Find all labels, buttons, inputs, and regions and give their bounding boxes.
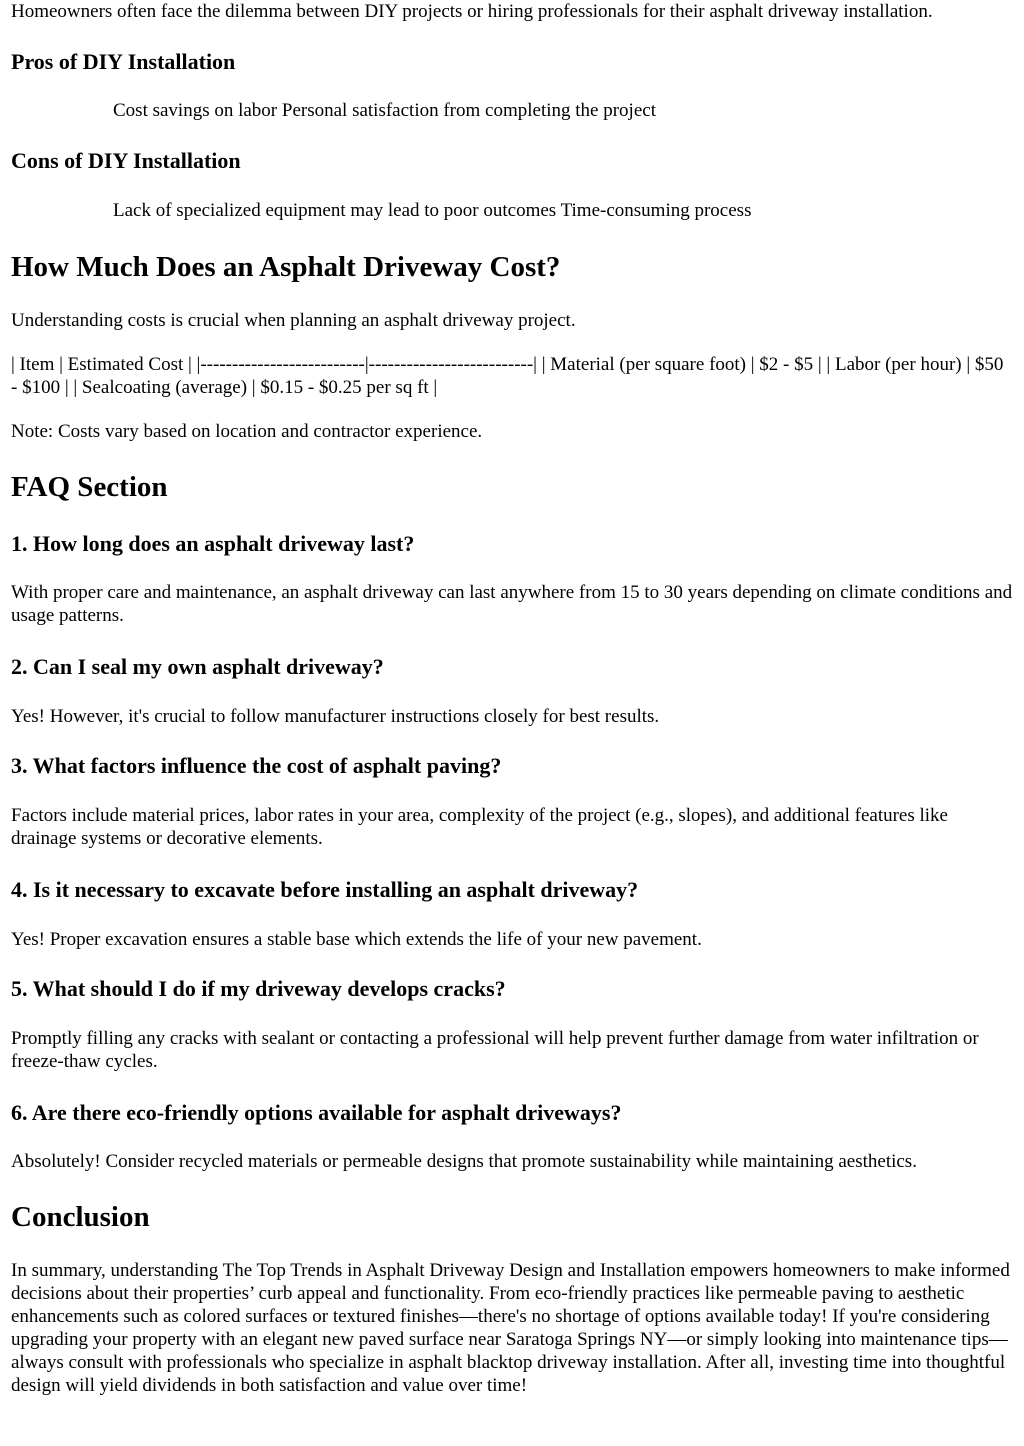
cost-intro: Understanding costs is crucial when planning an asphalt driveway project. [11, 310, 576, 331]
faq-question: 5. What should I do if my driveway develops cracks? [11, 976, 506, 1001]
conclusion-heading: Conclusion [11, 1201, 150, 1233]
intro-paragraph: Homeowners often face the dilemma between DIY projects or hiring professionals for their asphalt driveway installation. [11, 1, 933, 22]
pros-heading: Pros of DIY Installation [11, 49, 236, 74]
cost-table-text: | Item | Estimated Cost | |--------------------------|--------------------------| | Material (per square foot) | $2 - $5 | | Labor (per hour) | $50 - $100 | | Sealcoating (average) | $0.15 - $0.25 per sq ft | [11, 354, 1004, 398]
cost-note: Note: Costs vary based on location and contractor experience. [11, 421, 483, 442]
faq-answer: Yes! Proper excavation ensures a stable base which extends the life of your new pavement. [11, 929, 702, 950]
faq-answer: With proper care and maintenance, an asphalt driveway can last anywhere from 15 to 30 years depending on climate conditions and usage patterns. [11, 582, 1013, 626]
faq-answer: Factors include material prices, labor rates in your area, complexity of the project (e.g., slopes), and additional features like drainage systems or decorative elements. [11, 805, 948, 849]
pros-list-text: Cost savings on labor Personal satisfaction from completing the project [113, 100, 656, 121]
faq-question: 4. Is it necessary to excavate before installing an asphalt driveway? [11, 877, 639, 902]
conclusion-paragraph: In summary, understanding The Top Trends in Asphalt Driveway Design and Installation empowers homeowners to make informed decisions about their properties’ curb appeal and functionality. From eco-friendly practices like permeable paving to aesthetic enhancements such as colored surfaces or textured finishes—there's no shortage of options available today! If you're considering upgrading your property with an elegant new paved surface near Saratoga Springs NY—or simply looking into maintenance tips—always consult with professionals who specialize in asphalt blacktop driveway installation. After all, investing time into thoughtful design will yield dividends in both satisfaction and value over time! [11, 1260, 1010, 1396]
cost-heading: How Much Does an Asphalt Driveway Cost? [11, 251, 561, 283]
faq-answer: Promptly filling any cracks with sealant or contacting a professional will help prevent further damage from water infiltration or freeze-thaw cycles. [11, 1028, 979, 1072]
cons-list-text: Lack of specialized equipment may lead to poor outcomes Time-consuming process [113, 200, 752, 221]
faq-question: 3. What factors influence the cost of asphalt paving? [11, 753, 502, 778]
faq-question: 6. Are there eco-friendly options available for asphalt driveways? [11, 1100, 622, 1125]
faq-question: 1. How long does an asphalt driveway last? [11, 531, 415, 556]
faq-answer: Yes! However, it's crucial to follow manufacturer instructions closely for best results. [11, 706, 660, 727]
cons-heading: Cons of DIY Installation [11, 148, 241, 173]
faq-question: 2. Can I seal my own asphalt driveway? [11, 654, 384, 679]
faq-answer: Absolutely! Consider recycled materials or permeable designs that promote sustainability while maintaining aesthetics. [11, 1151, 917, 1172]
faq-heading: FAQ Section [11, 471, 168, 503]
